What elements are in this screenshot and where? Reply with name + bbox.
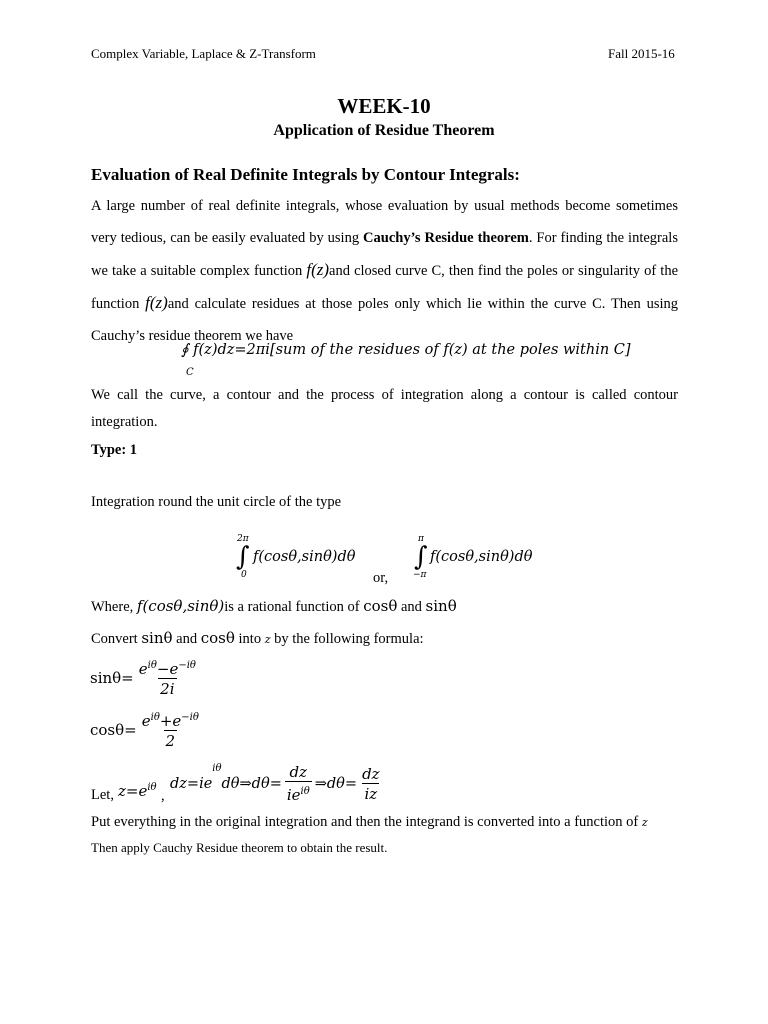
where-line bbox=[91, 597, 457, 616]
sin-lhs: sinθ= bbox=[90, 669, 134, 687]
and-text: and bbox=[400, 599, 426, 615]
intro-text-1: A large number of real definite integrals, whose evaluation by usual methods become sometimes very tedious, can be easily evaluated by using bbox=[91, 198, 678, 246]
dz-derivation: dz=ie iθ dθ⇒dθ= $\frac{dz}{ie^{i\theta}}$ ⇒dθ= $\frac{dz}{iz}$ bbox=[170, 763, 380, 804]
subtitle: Application of Residue Theorem bbox=[273, 122, 495, 139]
type-label: Type: 1 bbox=[91, 442, 138, 458]
intro-text-3: and closed curve C, then find the poles or singularity of the function bbox=[91, 263, 679, 312]
convert-label: Convert bbox=[91, 631, 142, 647]
cos-formula bbox=[90, 709, 204, 751]
fz-symbol-2: f(z) bbox=[145, 293, 168, 312]
int2-upper-limit: π bbox=[418, 534, 424, 544]
frac1-numerator: dz bbox=[289, 763, 308, 781]
closing-line-2: Then apply Cauchy Residue theorem to obtain the result. bbox=[91, 840, 388, 855]
type-description: Integration round the unit circle of the type bbox=[91, 494, 342, 510]
sin-numerator: $e^{i\theta}-e^{-i\theta}$ bbox=[138, 660, 196, 678]
into-text: into bbox=[238, 631, 265, 647]
and-text-2: and bbox=[176, 631, 201, 647]
cos-fraction bbox=[140, 709, 201, 751]
cos-denominator: 2 bbox=[165, 732, 176, 750]
intro-text-4: and calculate residues at those poles only which lie within the curve C. Then using Cauchy’s residue theorem we have bbox=[91, 296, 678, 344]
sin-theta: sinθ bbox=[425, 597, 457, 615]
z-equals-exp: $z=e^{i\theta}$ bbox=[118, 782, 157, 800]
residue-lhs: ∮ f(z)dz=2πi bbox=[181, 342, 270, 358]
int2-lower-limit: −π bbox=[413, 570, 427, 580]
residue-bracket: [sum of the residues of f(z) at the poles within C] bbox=[269, 342, 631, 358]
int1-integrand: f(cosθ,sinθ)dθ bbox=[253, 549, 356, 565]
term-header: Fall 2015-16 bbox=[608, 46, 675, 61]
frac1-denominator: $ie^{i\theta}$ bbox=[285, 781, 312, 805]
or-text: or, bbox=[373, 570, 389, 586]
contour-paragraph: We call the curve, a contour and the process of integration along a contour is called contour integration. bbox=[91, 387, 678, 430]
integral-sign-1: ∫ bbox=[236, 542, 250, 572]
let-comma: , bbox=[161, 788, 165, 804]
f-cos-sin: f(cosθ,sinθ) bbox=[136, 597, 225, 615]
where-desc: is a rational function of bbox=[224, 599, 364, 615]
closing-line-1 bbox=[91, 814, 648, 831]
intro-text-2: . For finding the integrals we take a suitable complex function bbox=[91, 230, 678, 279]
cos-theta-2: cosθ bbox=[200, 629, 235, 647]
frac2-numerator: dz bbox=[362, 764, 380, 783]
convert-desc: by the following formula: bbox=[270, 631, 424, 647]
fz-symbol: f(z) bbox=[306, 260, 330, 279]
cauchy-theorem-bold: Cauchy’s Residue theorem bbox=[363, 230, 529, 246]
residue-formula bbox=[181, 342, 631, 358]
week-title: WEEK-10 bbox=[337, 94, 431, 118]
sin-theta-2: sinθ bbox=[141, 629, 173, 647]
sin-fraction bbox=[137, 657, 198, 699]
where-label: Where, bbox=[91, 599, 137, 615]
sin-formula bbox=[90, 657, 201, 699]
z-symbol: z bbox=[264, 633, 271, 646]
closing-text-1: Put everything in the original integration and then the integrand is converted into a function of bbox=[91, 814, 642, 830]
dtheta-fraction-2 bbox=[360, 765, 382, 804]
section-heading: Evaluation of Real Definite Integrals by Contour Integrals: bbox=[91, 165, 520, 184]
dtheta-fraction-1 bbox=[285, 763, 312, 805]
integral-sign-2: ∫ bbox=[414, 542, 428, 572]
int2-integrand: f(cosθ,sinθ)dθ bbox=[430, 549, 533, 565]
int1-lower-limit: 0 bbox=[241, 570, 247, 580]
cos-theta: cosθ bbox=[363, 597, 398, 615]
contour-subscript: C bbox=[186, 367, 194, 378]
intro-paragraph bbox=[91, 190, 678, 352]
cos-numerator: $e^{i\theta}+e^{-i\theta}$ bbox=[141, 712, 199, 730]
course-header: Complex Variable, Laplace & Z-Transform bbox=[91, 46, 316, 61]
implies-arrow: ⇒dθ= bbox=[314, 776, 358, 792]
let-label: Let, bbox=[91, 787, 114, 803]
convert-line bbox=[91, 629, 424, 648]
cos-lhs: cosθ= bbox=[90, 721, 137, 739]
sin-denominator: 2i bbox=[160, 680, 175, 698]
int1-upper-limit: 2π bbox=[237, 534, 249, 544]
frac2-denominator: iz bbox=[364, 784, 378, 803]
z-symbol-2: z bbox=[641, 816, 648, 829]
